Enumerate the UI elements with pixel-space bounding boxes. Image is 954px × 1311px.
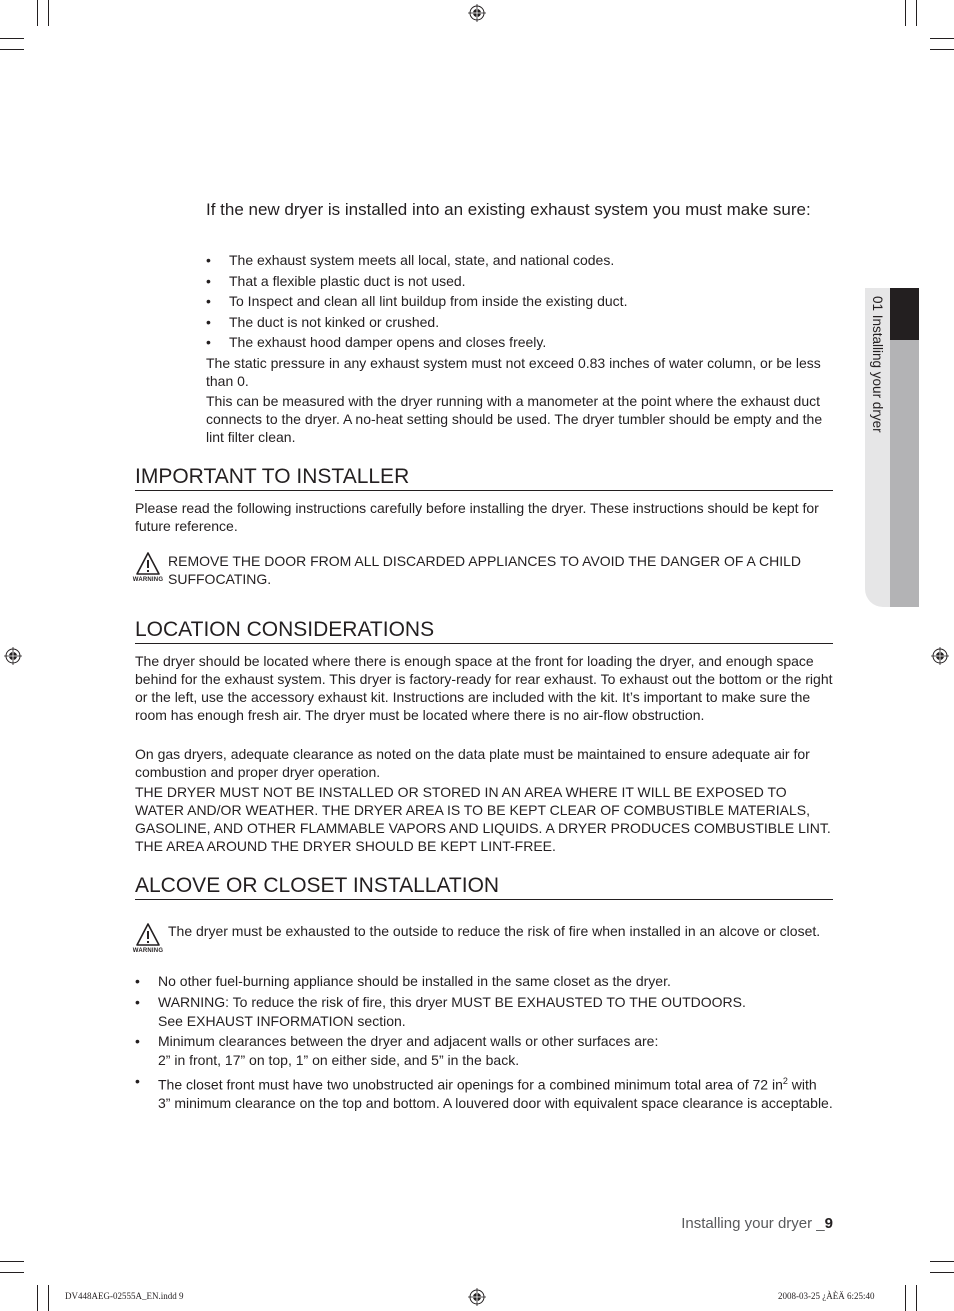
location-paragraph: THE DRYER MUST NOT BE INSTALLED OR STORED IN AN AREA WHERE IT WILL BE EXPOSED TO WATER AND/OR WEATHER. THE DRYER AREA IS TO BE KEPT CLEAR OF COMBUSTIBLE MATERIALS, GASOLINE, AND OTHER FLAMMABLE VAPORS AND LIQUIDS. A DRYER PRODUCES COMBUSTIBLE LINT. THE AREA AROUND THE DRYER SHOULD BE KEPT LINT-FREE. [135,784,831,854]
crop-mark [48,0,49,26]
important-body: Please read the following instructions carefully before installing the dryer. These instructions should be kept for future reference. [135,500,819,534]
list-item: • The duct is not kinked or crushed. [206,312,826,333]
location-heading: LOCATION CONSIDERATIONS [135,618,833,644]
warning-icon [130,922,166,956]
warning-label: WARNING [132,577,164,583]
crop-mark [0,1272,24,1273]
crop-mark [48,1285,49,1311]
crop-mark [0,38,24,39]
list-item [135,993,833,1031]
list-item [135,1072,833,1114]
list-item [135,1032,833,1070]
crop-mark [905,1285,906,1311]
location-paragraph: The dryer should be located where there is enough space at the front for loading the dryer, and enough space behind for the exhaust system. This dryer is factory-ready for rear exhaust. To exhaust out the bottom or the right or the left, use the accessory exhaust kit. Instructions are included with the kit. It’s important to make sure the room has enough fresh air. The dryer must be located where there is no air-flow obstruction. [135,653,833,723]
list-item-text: The closet front must have two unobstructed air openings for a combined minimum total area of 72 in [158,1076,783,1093]
list-item: • The exhaust hood damper opens and closes freely. [206,332,826,353]
crop-mark [930,38,954,39]
crop-mark [905,0,906,26]
chapter-tab-label: 01 Installing your dryer [870,296,885,433]
crop-mark [37,0,38,26]
crop-mark [916,1285,917,1311]
alcove-checklist [135,972,833,1115]
registration-mark-icon [468,4,486,22]
warning-icon [130,551,166,585]
crop-mark [916,0,917,26]
chapter-tab-strip [890,340,919,607]
list-item: • The exhaust system meets all local, state, and national codes. [206,250,826,271]
list-item-text: No other fuel-burning appliance should be installed in the same closet as the dryer. [158,973,671,989]
list-item-text: WARNING: To reduce the risk of fire, this dryer MUST BE EXHAUSTED TO THE OUTDOORS. [158,993,746,1010]
list-item-text: See EXHAUST INFORMATION section. [158,1012,406,1029]
chapter-tab-marker [890,288,919,340]
crop-mark [37,1285,38,1311]
page-number: 9 [824,1215,833,1232]
page-footer [681,1215,833,1232]
footer-label: Installing your dryer _ [681,1215,825,1232]
print-slug-date: 2008-03-25 ¿ÀÈÄ 6:25:40 [778,1291,875,1301]
intro-checklist [206,250,826,353]
intro-title: If the new dryer is installed into an existing exhaust system you must make sure: [206,200,811,219]
measurement-text: This can be measured with the dryer running with a manometer at the point where the exhaust duct connects to the dryer. A no-heat setting should be used. The dryer tumbler should be empty and the lint filter clean. [206,393,823,445]
location-paragraph: On gas dryers, adequate clearance as noted on the data plate must be maintained to ensure adequate air for combustion and proper dryer operation. [135,746,810,780]
crop-mark [930,1261,954,1262]
static-pressure-text: The static pressure in any exhaust system must not exceed 0.83 inches of water column, or be less than 0. [206,355,821,389]
list-item: • To Inspect and clean all lint buildup from inside the existing duct. [206,291,826,312]
superscript: 2 [782,1075,788,1086]
warning-text: REMOVE THE DOOR FROM ALL DISCARDED APPLIANCES TO AVOID THE DANGER OF A CHILD SUFFOCATING. [168,553,802,587]
list-item: • That a flexible plastic duct is not used. [206,271,826,292]
registration-mark-icon [931,647,949,665]
list-item-text: with 3” minimum clearance on the top and bottom. A louvered door with equivalent space clearance is acceptable. [158,1076,833,1112]
registration-mark-icon [468,1288,486,1306]
warning-text: The dryer must be exhausted to the outside to reduce the risk of fire when installed in an alcove or closet. [168,923,821,939]
alcove-heading: ALCOVE OR CLOSET INSTALLATION [135,874,833,900]
list-item [135,972,833,991]
list-item-text: Minimum clearances between the dryer and adjacent walls or other surfaces are: [158,1033,659,1049]
crop-mark [930,49,954,50]
crop-mark [0,1261,24,1262]
registration-mark-icon [4,647,22,665]
crop-mark [0,49,24,50]
important-heading: IMPORTANT TO INSTALLER [135,465,833,491]
crop-mark [930,1272,954,1273]
warning-label: WARNING [132,948,164,954]
list-item-text: 2” in front, 17” on top, 1” on either side, and 5” in the back. [158,1052,520,1068]
print-slug-file: DV448AEG-02555A_EN.indd 9 [65,1291,184,1301]
